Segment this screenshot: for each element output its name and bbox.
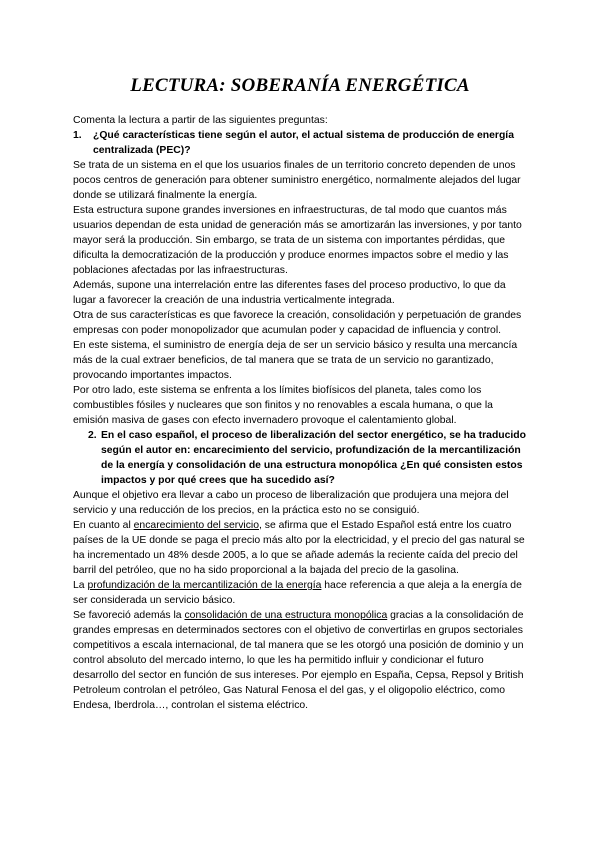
question-2-text: En el caso español, el proceso de liberalización del sector energético, se ha traducido según el autor en: encarecimiento del servicio, profundización de la mercantilización de la energía y consolidación de una estructura monopólica ¿En qué consisten estos impactos y por qué crees que ha sucedido así? (101, 430, 527, 486)
question-2-number: 2. (88, 430, 97, 441)
text-run: La (73, 580, 88, 591)
answer-1-paragraph: Otra de sus características es que favorece la creación, consolidación y perpetuación de grandes empresas con poder monopolizador que acumulan poder y capacidad de influencia y control. (73, 310, 522, 336)
answer-2-paragraph (73, 518, 531, 578)
question-1 (73, 128, 531, 158)
text-run: gracias a la consolidación de grandes empresas en determinados sectores con el objetivo de convertirlas en grupos sectoriales competitivos a escala internacional, de tal manera que se les otorgó una posición de dominio y un control absoluto del mercado interno, lo que les ha permitido influir y condicionar el futuro desarrollo del sector en función de sus intereses. Por ejemplo en España, Cepsa, Repsol y British Petroleum controlan el petróleo, Gas Natural Fenosa el del gas, y el oligopolio eléctrico, como Endesa, Iberdrola…, controlan el sistema eléctrico. (73, 610, 524, 711)
underlined-term: profundización de la mercantilización de la energía (87, 580, 322, 591)
answer-2-paragraph (73, 608, 531, 713)
underlined-term: encarecimiento del servicio (133, 520, 259, 531)
intro-text: Comenta la lectura a partir de las siguientes preguntas: (73, 115, 328, 126)
question-1-text: ¿Qué características tiene según el autor, el actual sistema de producción de energía centralizada (PEC)? (93, 130, 514, 156)
question-1-number: 1. (73, 130, 82, 141)
answer-2-paragraph: Aunque el objetivo era llevar a cabo un proceso de liberalización que produjera una mejora del servicio y una reducción de los precios, en la práctica esto no se consiguió. (73, 490, 509, 516)
text-run: hace referencia a que aleja a la energía de ser considerada un servicio básico. (73, 580, 522, 606)
text-run: En cuanto al (73, 520, 134, 531)
document-body (73, 113, 531, 713)
underlined-term: consolidación de una estructura monopólica (184, 610, 388, 621)
text-run: , se afirma que el Estado Español está entre los cuatro países de la UE donde se paga el precio más alto por la electricidad, y el precio del gas natural se ha incrementado un 48% desde 2005, a lo que se añade además la reciente caída del precio del barril del petróleo, que no ha sido proporcional a la bajada del precio de la gasolina. (73, 520, 525, 576)
answer-2-paragraph (73, 578, 531, 608)
question-2 (73, 428, 531, 488)
answer-1-paragraph: Por otro lado, este sistema se enfrenta a los límites biofísicos del planeta, tales como los combustibles fósiles y nucleares que son finitos y no renovables a escala humana, o que la emisión masiva de gases con efecto invernadero provoque el calentamiento global. (73, 385, 493, 426)
page-title: LECTURA: SOBERANÍA ENERGÉTICA (130, 75, 470, 96)
answer-1-paragraph: Además, supone una interrelación entre las diferentes fases del proceso productivo, lo que da lugar a favorecer la creación de una industria verticalmente integrada. (73, 280, 506, 306)
answer-1-paragraph: Esta estructura supone grandes inversiones en infraestructuras, de tal modo que cuantos más usuarios dependan de esta unidad de generación más se amortizarán las inversiones, y por tanto mayor será la producción. Sin embargo, se trata de un sistema con importantes pérdidas, que dificulta la democratización de la producción y produce enormes impactos sobre el medio y las poblaciones afectadas por las infraestructuras. (73, 205, 522, 276)
text-run: Se favoreció además la (73, 610, 185, 621)
answer-1-paragraph: Se trata de un sistema en el que los usuarios finales de un territorio concreto dependen de unos pocos centros de generación para obtener suministro energético, normalmente alejados del lugar donde se utilizará finalmente la energía. (73, 160, 521, 201)
answer-1-paragraph: En este sistema, el suministro de energía deja de ser un servicio básico y resulta una mercancía más de la cual extraer beneficios, de tal manera que se trata de un servicio no garantizado, provocando importantes impactos. (73, 340, 518, 381)
